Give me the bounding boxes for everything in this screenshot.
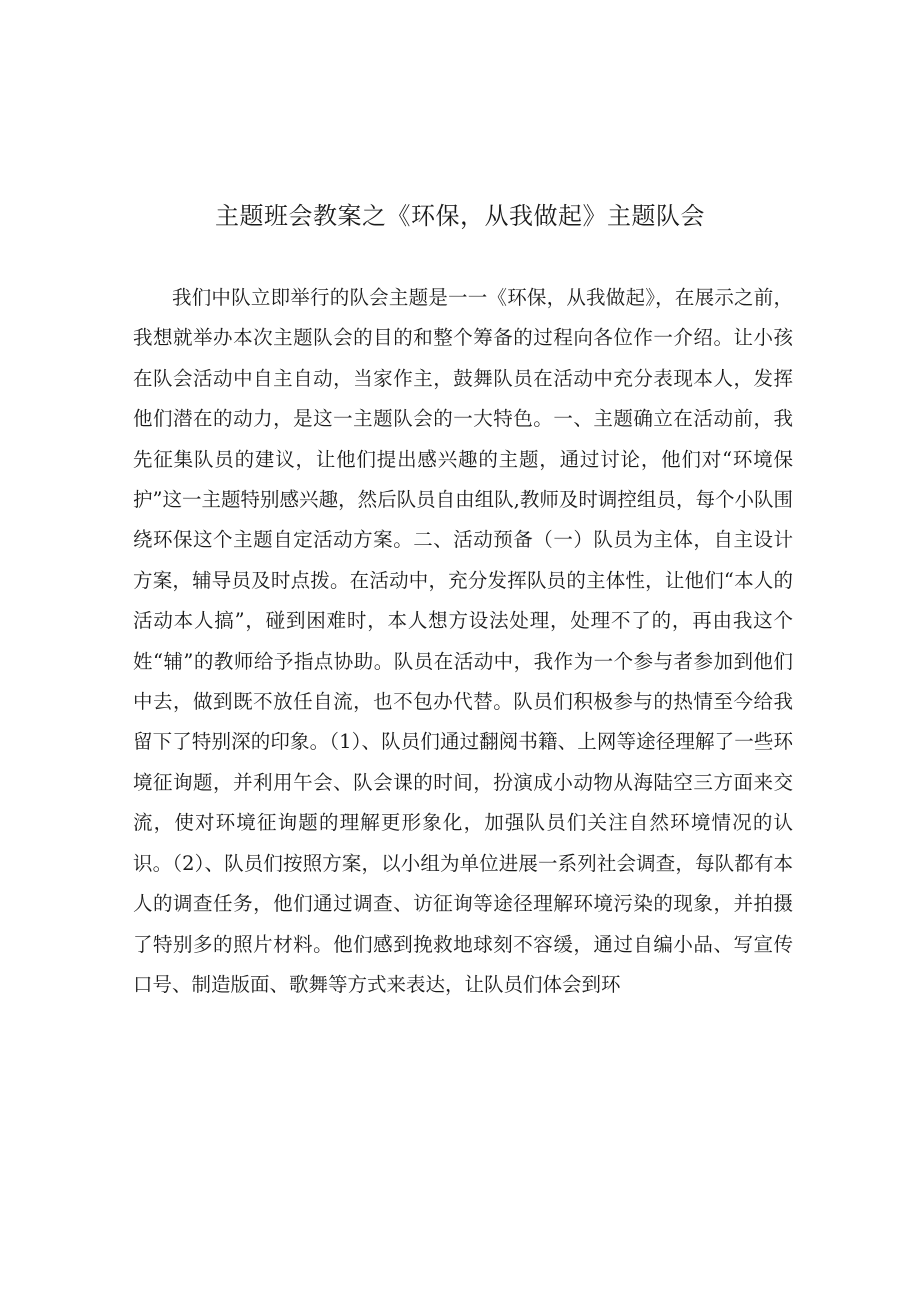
document-title: 主题班会教案之《环保，从我做起》主题队会 [215,202,705,230]
body-paragraph: 我们中队立即举行的队会主题是一一《环保，从我做起》，在展示之前，我想就举办本次主题队会的目的和整个筹备的过程向各位作一介绍。让小孩在队会活动中自主自动，当家作主，鼓舞队员在活动中充分表现本人，发挥他们潜在的动力，是这一主题队会的一大特色。一、主题确立在活动前，我先征集队员的建议，让他们提出感兴趣的主题，通过讨论，他们对“环境保护”这一主题特别感兴趣，然后队员自由组队,教师及时调控组员，每个小队围绕环保这个主题自定活动方案。二、活动预备（一）队员为主体，自主设计方案，辅导员及时点拨。在活动中，充分发挥队员的主体性，让他们“本人的活动本人搞”，碰到困难时，本人想方设法处理，处理不了的，再由我这个姓“辅”的教师给予指点协助。队员在活动中，我作为一个参与者参加到他们中去，做到既不放任自流，也不包办代替。队员们积极参与的热情至今给我留下了特别深的印象。（1）、队员们通过翻阅书籍、上网等途径理解了一些环境征询题，并利用午会、队会课的时间，扮演成小动物从海陆空三方面来交流，使对环境征询题的理解更形象化，加强队员们关注自然环境情况的认识。（2）、队员们按照方案，以小组为单位进展一系列社会调查，每队都有本人的调查任务，他们通过调查、访征询等途径理解环境污染的现象，并拍摄了特别多的照片材料。他们感到挽救地球刻不容缓，通过自编小品、写宣传口号、制造版面、歌舞等方式来表达，让队员们体会到环 [133,286,793,996]
